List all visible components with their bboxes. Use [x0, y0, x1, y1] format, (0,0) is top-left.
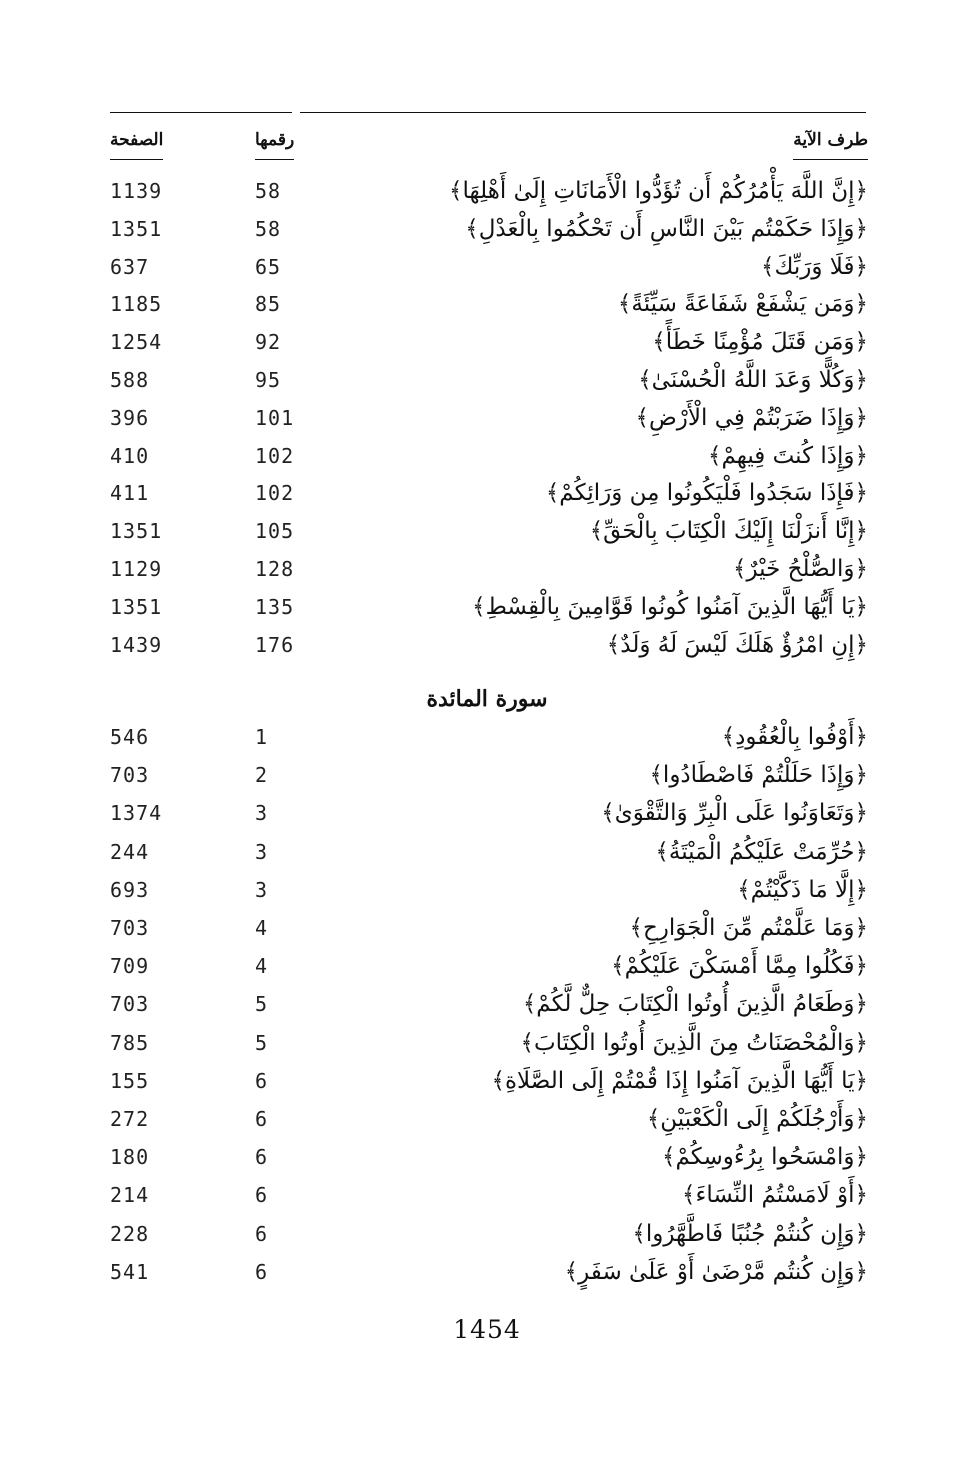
page-number-cell: 1129 — [110, 557, 163, 581]
verse-text-cell: ﴿إِنَّا أَنزَلْنَا إِلَيْكَ الْكِتَابَ بِالْحَقِّ﴾ — [589, 518, 868, 545]
index-row — [0, 1024, 974, 1062]
index-row — [0, 210, 974, 248]
verse-number-cell: 58 — [255, 216, 282, 241]
verse-text-cell: ﴿يَا أَيُّهَا الَّذِينَ آمَنُوا إِذَا قُمْتُمْ إِلَى الصَّلَاةِ﴾ — [491, 1067, 868, 1094]
verse-text-cell: ﴿إِلَّا مَا ذَكَّيْتُمْ﴾ — [737, 876, 868, 903]
top-rule-right — [300, 112, 866, 113]
verse-text-cell: ﴿وَطَعَامُ الَّذِينَ أُوتُوا الْكِتَابَ حِلٌّ لَّكُمْ﴾ — [522, 991, 868, 1018]
verse-number-cell: 5 — [255, 1030, 269, 1055]
verse-text-cell: ﴿وَإِن كُنتُم مَّرْضَىٰ أَوْ عَلَىٰ سَفَرٍ﴾ — [564, 1258, 868, 1285]
page-number-cell: 411 — [110, 481, 150, 506]
page-number-cell: 703 — [110, 992, 150, 1017]
index-row — [0, 248, 974, 286]
verse-number-cell: 1 — [255, 725, 269, 749]
index-row — [0, 947, 974, 985]
page-number-cell: 1185 — [110, 292, 163, 317]
verse-number-cell: 6 — [255, 1068, 269, 1093]
verse-text-cell: ﴿وَإِذَا حَكَمْتُم بَيْنَ النَّاسِ أَن تَحْكُمُوا بِالْعَدْلِ﴾ — [465, 215, 868, 242]
page-number-cell: 703 — [110, 916, 150, 940]
index-row — [0, 718, 974, 756]
header-page-column — [110, 126, 163, 154]
verse-number-cell: 6 — [255, 1183, 269, 1208]
verse-text-cell: ﴿وَكُلًّا وَعَدَ اللَّهُ الْحُسْنَىٰ﴾ — [638, 367, 868, 393]
index-row — [0, 909, 974, 947]
page-number-cell: 228 — [110, 1221, 150, 1246]
page-number-cell: 410 — [110, 443, 150, 468]
page-number: 1454 — [453, 1315, 521, 1344]
header-number-label: رقمها — [255, 130, 295, 150]
page-number-cell: 546 — [110, 725, 150, 749]
page-number-cell: 244 — [110, 839, 150, 864]
page-number-cell: 1254 — [110, 330, 163, 355]
verse-number-cell: 4 — [255, 916, 269, 940]
verse-text-cell: ﴿وَإِذَا ضَرَبْتُمْ فِي الْأَرْضِ﴾ — [635, 404, 868, 431]
verse-number-cell: 102 — [255, 443, 295, 468]
page-number-cell: 214 — [110, 1183, 150, 1208]
index-row — [0, 474, 974, 512]
section-title: سورة المائدة — [426, 686, 548, 712]
page-number-cell: 1351 — [110, 216, 163, 241]
header-verse-label: طرف الآية — [793, 130, 868, 150]
top-rule-left — [110, 112, 292, 113]
page-number-cell: 637 — [110, 254, 150, 279]
page-number-cell: 180 — [110, 1145, 150, 1170]
verse-text-cell: ﴿إِنَّ اللَّهَ يَأْمُرُكُمْ أَن تُؤَدُّوا الْأَمَانَاتِ إِلَىٰ أَهْلِهَا﴾ — [449, 178, 868, 204]
verse-text-cell: ﴿وَمَن قَتَلَ مُؤْمِنًا خَطَأً﴾ — [652, 329, 868, 356]
verse-text-cell: ﴿فَكُلُوا مِمَّا أَمْسَكْنَ عَلَيْكُمْ﴾ — [611, 953, 868, 980]
index-row — [0, 512, 974, 550]
verse-text-cell: ﴿وَإِن كُنتُمْ جُنُبًا فَاطَّهَّرُوا﴾ — [632, 1220, 868, 1247]
header-underline — [255, 159, 294, 160]
header-verse-column — [793, 126, 868, 154]
page-number-cell: 1351 — [110, 594, 163, 619]
index-row — [0, 172, 974, 210]
index-row — [0, 437, 974, 475]
header-page-label: الصفحة — [110, 130, 164, 150]
verse-text-cell: ﴿فَلَا وَرَبِّكَ﴾ — [761, 253, 868, 280]
verse-number-cell: 128 — [255, 557, 295, 581]
verse-text-cell: ﴿وَالصُّلْحُ خَيْرٌ﴾ — [732, 556, 868, 582]
index-row — [0, 833, 974, 871]
verse-text-cell: ﴿وَمَن يَشْفَعْ شَفَاعَةً سَيِّئَةً﴾ — [617, 291, 868, 318]
verse-text-cell: ﴿وَامْسَحُوا بِرُءُوسِكُمْ﴾ — [661, 1144, 868, 1171]
header-underline — [793, 159, 868, 160]
index-row — [0, 1138, 974, 1176]
index-row — [0, 285, 974, 323]
page-number-cell: 785 — [110, 1030, 150, 1055]
verse-number-cell: 3 — [255, 839, 269, 864]
page-number-cell: 703 — [110, 763, 150, 788]
verse-number-cell: 95 — [255, 368, 282, 392]
verse-number-cell: 3 — [255, 801, 269, 826]
page-number-cell: 396 — [110, 405, 150, 430]
header-underline — [110, 159, 163, 160]
verse-number-cell: 135 — [255, 594, 295, 619]
page-number-cell: 588 — [110, 368, 150, 392]
verse-text-cell: ﴿أَوْفُوا بِالْعُقُودِ﴾ — [721, 724, 868, 750]
verse-number-cell: 105 — [255, 519, 295, 544]
index-row — [0, 1100, 974, 1138]
verse-number-cell: 176 — [255, 632, 295, 657]
index-row — [0, 1062, 974, 1100]
verse-text-cell: ﴿حُرِّمَتْ عَلَيْكُمُ الْمَيْتَةُ﴾ — [655, 838, 868, 865]
page-number-cell: 709 — [110, 954, 150, 979]
page-number-cell: 693 — [110, 877, 150, 902]
verse-number-cell: 102 — [255, 481, 295, 506]
page-number-cell: 541 — [110, 1259, 150, 1284]
page-number-cell: 272 — [110, 1107, 150, 1131]
verse-number-cell: 6 — [255, 1259, 269, 1284]
verse-number-cell: 92 — [255, 330, 282, 355]
verse-text-cell: ﴿وَمَا عَلَّمْتُم مِّنَ الْجَوَارِحِ﴾ — [629, 915, 868, 941]
page-number-cell: 1139 — [110, 179, 163, 203]
verse-text-cell: ﴿وَتَعَاوَنُوا عَلَى الْبِرِّ وَالتَّقْوَىٰ﴾ — [601, 800, 868, 827]
verse-number-cell: 4 — [255, 954, 269, 979]
index-row — [0, 1176, 974, 1214]
verse-text-cell: ﴿وَإِذَا حَلَلْتُمْ فَاصْطَادُوا﴾ — [649, 762, 868, 789]
index-row — [0, 399, 974, 437]
verse-number-cell: 6 — [255, 1145, 269, 1170]
verse-number-cell: 6 — [255, 1107, 269, 1131]
index-row — [0, 361, 974, 399]
verse-text-cell: ﴿وَالْمُحْصَنَاتُ مِنَ الَّذِينَ أُوتُوا الْكِتَابَ﴾ — [520, 1029, 868, 1056]
page-number-cell: 155 — [110, 1068, 150, 1093]
index-row — [0, 794, 974, 832]
index-row — [0, 1253, 974, 1291]
verse-text-cell: ﴿أَوْ لَامَسْتُمُ النِّسَاءَ﴾ — [682, 1182, 868, 1209]
index-row — [0, 985, 974, 1023]
index-row — [0, 550, 974, 588]
verse-number-cell: 6 — [255, 1221, 269, 1246]
page-number-cell: 1439 — [110, 632, 163, 657]
verse-text-cell: ﴿فَإِذَا سَجَدُوا فَلْيَكُونُوا مِن وَرَائِكُمْ﴾ — [545, 480, 868, 507]
index-row — [0, 626, 974, 664]
verse-text-cell: ﴿إِنِ امْرُؤٌ هَلَكَ لَيْسَ لَهُ وَلَدٌ﴾ — [606, 631, 868, 658]
header-number-column — [255, 126, 294, 154]
index-row — [0, 1215, 974, 1253]
page-number-cell: 1374 — [110, 801, 163, 826]
verse-number-cell: 3 — [255, 877, 269, 902]
verse-number-cell: 65 — [255, 254, 282, 279]
verse-text-cell: ﴿وَإِذَا كُنتَ فِيهِمْ﴾ — [707, 442, 868, 469]
index-row — [0, 871, 974, 909]
index-row — [0, 756, 974, 794]
verse-number-cell: 85 — [255, 292, 282, 317]
verse-number-cell: 58 — [255, 179, 282, 203]
index-row — [0, 588, 974, 626]
verse-number-cell: 101 — [255, 405, 295, 430]
index-row — [0, 323, 974, 361]
verse-text-cell: ﴿وَأَرْجُلَكُمْ إِلَى الْكَعْبَيْنِ﴾ — [646, 1106, 868, 1132]
page-number-cell: 1351 — [110, 519, 163, 544]
verse-number-cell: 5 — [255, 992, 269, 1017]
verse-text-cell: ﴿يَا أَيُّهَا الَّذِينَ آمَنُوا كُونُوا قَوَّامِينَ بِالْقِسْطِ﴾ — [472, 593, 868, 620]
verse-number-cell: 2 — [255, 763, 269, 788]
